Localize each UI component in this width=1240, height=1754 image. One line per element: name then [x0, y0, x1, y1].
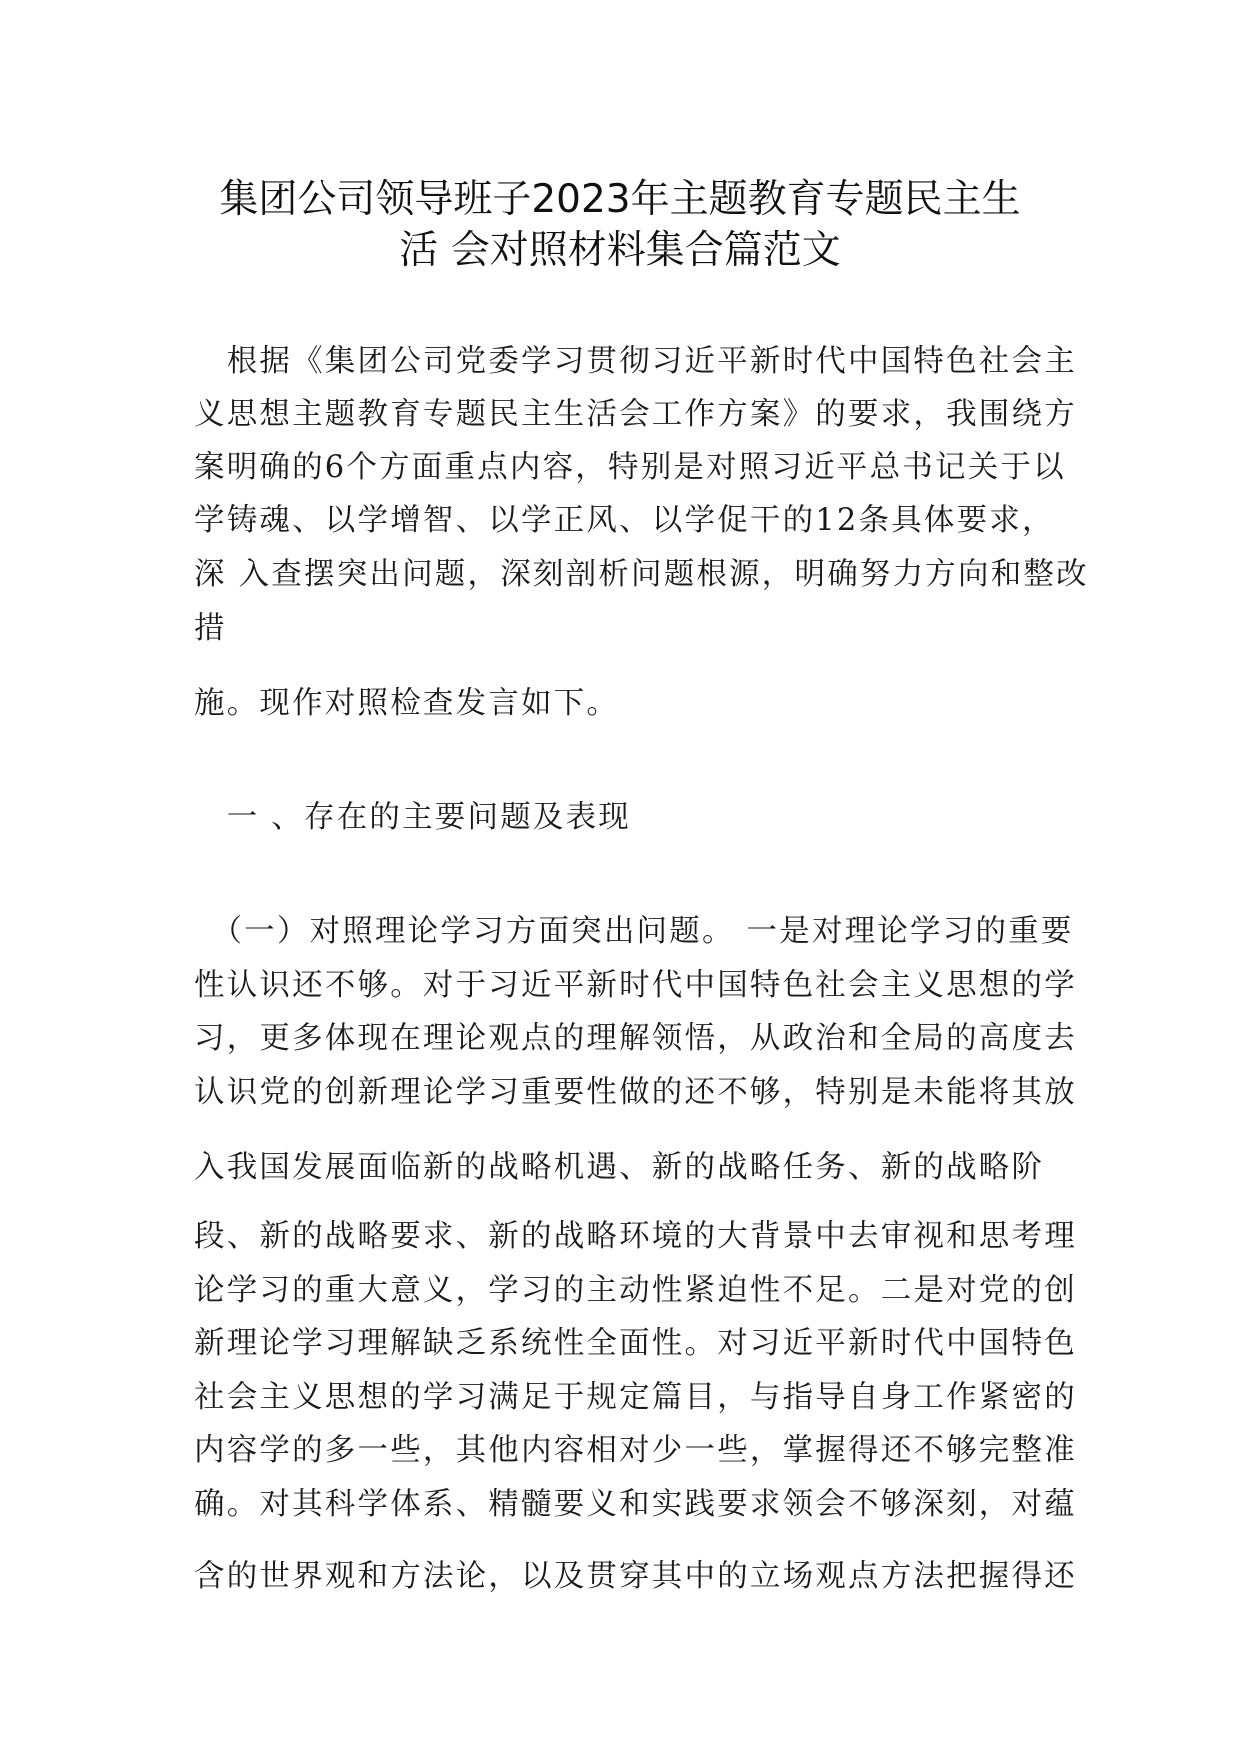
paragraph-line: 根据《集团公司党委学习贯彻习近平新时代中国特色社会主 — [194, 344, 1077, 379]
paragraph-line: 段、新的战略要求、新的战略环境的大背景中去审视和思考理 — [194, 1219, 1077, 1254]
paragraph-line: 含的世界观和方法论，以及贯穿其中的立场观点方法把握得还 — [194, 1559, 1077, 1594]
paragraph-line: 确。对其科学体系、精髓要义和实践要求领会不够深刻，对蕴 — [194, 1487, 1077, 1522]
section-heading: 一 、存在的主要问题及表现 — [194, 800, 631, 835]
paragraph-line: 内容学的多一些，其他内容相对少一些，掌握得还不够完整准 — [194, 1433, 1077, 1468]
paragraph-line: 社会主义思想的学习满足于规定篇目，与指导自身工作紧密的 — [194, 1380, 1077, 1415]
paragraph-line: 措 — [194, 611, 227, 646]
paragraph-line: 学铸魂、以学增智、以学正风、以学促干的12条具体要求， — [194, 503, 1055, 538]
document-title-line-1: 集团公司领导班子2023年主题教育专题民主生 — [219, 177, 1021, 222]
paragraph-line: 新理论学习理解缺乏系统性全面性。对习近平新时代中国特色 — [194, 1326, 1077, 1361]
paragraph-line: 施。现作对照检查发言如下。 — [194, 686, 620, 721]
paragraph-line: 论学习的重大意义，学习的主动性紧迫性不足。二是对党的创 — [194, 1273, 1077, 1308]
paragraph-line: 义思想主题教育专题民主生活会工作方案》的要求，我围绕方 — [194, 397, 1077, 432]
paragraph-line: 入我国发展面临新的战略机遇、新的战略任务、新的战略阶 — [194, 1150, 1045, 1185]
paragraph-line: 习，更多体现在理论观点的理解领悟，从政治和全局的高度去 — [194, 1021, 1077, 1056]
paragraph-line: 案明确的6个方面重点内容，特别是对照习近平总书记关于以 — [194, 450, 1066, 485]
document-title-line-2: 活 会对照材料集合篇范文 — [399, 228, 841, 273]
paragraph-line: 认识党的创新理论学习重要性做的还不够，特别是未能将其放 — [194, 1075, 1077, 1110]
paragraph-line: 性认识还不够。对于习近平新时代中国特色社会主义思想的学 — [194, 968, 1077, 1003]
paragraph-line: 深 入查摆突出问题，深刻剖析问题根源，明确努力方向和整改 — [194, 557, 1089, 592]
paragraph-line: （一）对照理论学习方面突出问题。 一是对理论学习的重要 — [194, 914, 1074, 949]
